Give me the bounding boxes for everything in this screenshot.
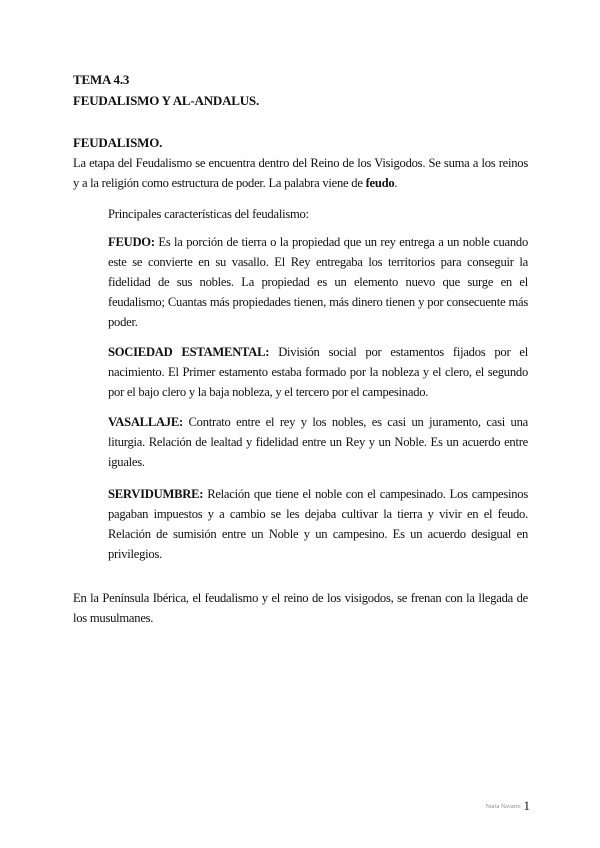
footer-author: Nuria Navarro — [485, 804, 521, 811]
characteristic-vasallaje — [108, 412, 528, 472]
characteristic-text: Relación que tiene el noble con el campesinado. Los campesinos pagaban impuestos y a cambio se les dejaba cultivar la tierra y vivir en el feudo. Relación de sumisión entre un Noble y un campesino. Es un acuerdo desigual en privilegios. — [108, 487, 528, 561]
characteristic-feudo — [108, 232, 528, 332]
characteristic-term: SERVIDUMBRE: — [108, 487, 204, 501]
intro-text: La etapa del Feudalismo se encuentra dentro del Reino de los Visigodos. Se suma a los reinos y a la religión como estructura de poder. La palabra viene de — [73, 156, 528, 190]
characteristic-text: Es la porción de tierra o la propiedad que un rey entrega a un noble cuando este se convierte en su vasallo. El Rey entregaba los territorios para conseguir la fidelidad de sus nobles. La propiedad es un elemento nuevo que surge en el feudalismo; Cuantas más propiedades tienen, más dinero tienen y por consecuente más poder. — [108, 235, 528, 329]
characteristic-term: VASALLAJE: — [108, 415, 183, 429]
section-title: FEUDALISMO. — [73, 135, 163, 150]
intro-end: . — [394, 176, 398, 190]
characteristic-sociedad-estamental — [108, 342, 528, 402]
page-number: 1 — [523, 798, 530, 813]
closing-paragraph: En la Península Ibérica, el feudalismo y el reino de los visigodos, se frenan con la llegada de los musulmanes. — [73, 591, 528, 625]
topic-title: FEUDALISMO Y AL-ANDALUS. — [73, 93, 260, 108]
intro-bold-word: feudo — [365, 176, 395, 190]
characteristic-term: SOCIEDAD ESTAMENTAL: — [108, 345, 270, 359]
page-footer — [486, 798, 530, 815]
characteristic-text: Contrato entre el rey y los nobles, es casi un juramento, casi una liturgia. Relación de lealtad y fidelidad entre un Rey y un Noble. Es un acuerdo entre iguales. — [108, 415, 528, 469]
characteristic-text: División social por estamentos fijados por el nacimiento. El Primer estamento estaba formado por la nobleza y el clero, el segundo por el bajo clero y la baja nobleza, y el tercero por el campesinado. — [108, 345, 528, 399]
characteristic-term: FEUDO: — [108, 235, 155, 249]
characteristic-servidumbre — [108, 484, 528, 564]
intro-paragraph — [73, 153, 528, 193]
topic-number: TEMA 4.3 — [73, 72, 130, 87]
characteristics-lead: Principales características del feudalismo: — [108, 207, 309, 221]
